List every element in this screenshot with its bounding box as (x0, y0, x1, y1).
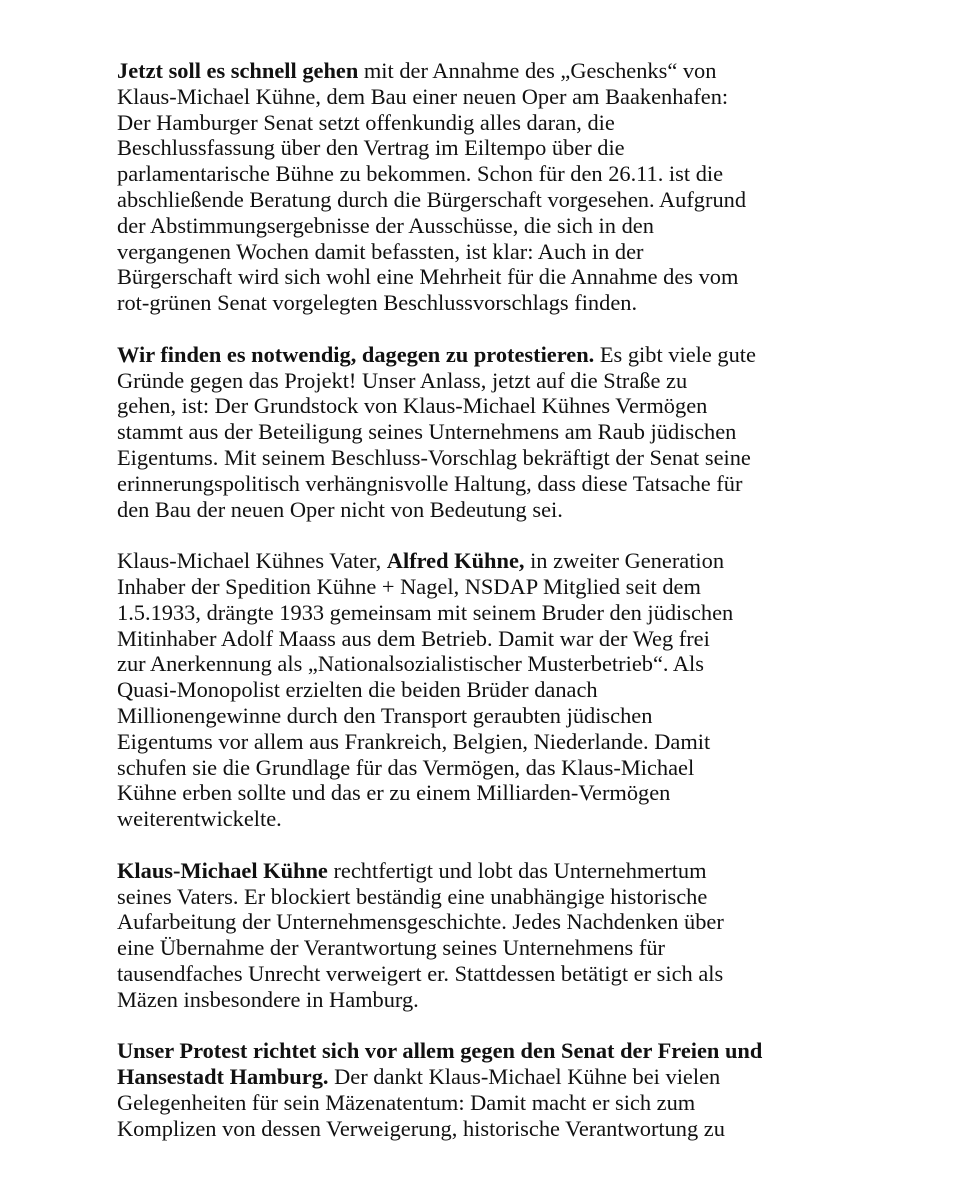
text-line (117, 574, 847, 600)
text-line (117, 161, 847, 187)
body-text: schufen sie die Grundlage für das Vermögen, das Klaus-Michael (117, 754, 695, 780)
body-text: eine Übernahme der Verantwortung seines Unternehmens für (117, 935, 665, 961)
text-line (117, 961, 847, 987)
body-text: stammt aus der Beteiligung seines Unternehmens am Raub jüdischen (117, 419, 737, 445)
body-text: Der Hamburger Senat setzt offenkundig alles daran, die (117, 109, 615, 135)
body-text: 1.5.1933, drängte 1933 gemeinsam mit seinem Bruder den jüdischen (117, 599, 734, 625)
text-line (117, 1116, 847, 1142)
text-line (117, 755, 847, 781)
text-line (117, 290, 847, 316)
text-line (117, 600, 847, 626)
text-line (117, 806, 847, 832)
text-line (117, 987, 847, 1013)
body-text: Es gibt viele gute (594, 341, 756, 367)
text-line (117, 935, 847, 961)
text-line (117, 780, 847, 806)
text-line (117, 651, 847, 677)
bold-text: Jetzt soll es schnell gehen (117, 58, 359, 83)
body-text: Klaus-Michael Kühne, dem Bau einer neuen Oper am Baakenhafen: (117, 83, 729, 109)
body-text: Kühne erben sollte und das er zu einem Milliarden-Vermögen (117, 780, 671, 806)
text-line (117, 626, 847, 652)
body-text: Bürgerschaft wird sich wohl eine Mehrheit für die Annahme des vom (117, 264, 739, 290)
body-text: Der dankt Klaus-Michael Kühne bei vielen (328, 1064, 721, 1090)
body-text: der Abstimmungsergebnisse der Ausschüsse, die sich in den (117, 212, 654, 238)
text-line (117, 239, 847, 265)
body-text: Komplizen von dessen Verweigerung, historische Verantwortung zu (117, 1115, 725, 1141)
body-text: Inhaber der Spedition Kühne + Nagel, NSDAP Mitglied seit dem (117, 573, 701, 599)
bold-text: Wir finden es notwendig, dagegen zu protestieren. (117, 341, 595, 367)
body-text: weiterentwickelte. (117, 806, 282, 832)
body-text: mit der Annahme des „Geschenks“ von (358, 58, 717, 83)
text-line (117, 419, 847, 445)
paragraph-2 (117, 342, 847, 523)
text-line (117, 187, 847, 213)
paragraph-3 (117, 548, 847, 832)
body-text: tausendfaches Unrecht verweigert er. Stattdessen betätigt er sich als (117, 960, 724, 986)
body-text: Beschlussfassung über den Vertrag im Eiltempo über die (117, 135, 625, 161)
text-line (117, 884, 847, 910)
text-line (117, 909, 847, 935)
text-line (117, 471, 847, 497)
text-line (117, 1064, 847, 1090)
body-text: Klaus-Michael Kühnes Vater, (117, 548, 387, 574)
body-text: Eigentums. Mit seinem Beschluss-Vorschlag bekräftigt der Senat seine (117, 444, 751, 470)
text-line (117, 342, 847, 368)
text-line (117, 84, 847, 110)
paragraph-1 (117, 58, 847, 316)
bold-text: Hansestadt Hamburg. (117, 1064, 329, 1090)
text-line (117, 677, 847, 703)
text-line (117, 110, 847, 136)
body-text: Millionengewinne durch den Transport geraubten jüdischen (117, 702, 653, 728)
body-text: abschließende Beratung durch die Bürgerschaft vorgesehen. Aufgrund (117, 186, 747, 212)
body-text: gehen, ist: Der Grundstock von Klaus-Michael Kühnes Vermögen (117, 393, 708, 419)
paragraph-5 (117, 1038, 847, 1141)
bold-text: Alfred Kühne, (386, 548, 525, 574)
body-text: in zweiter Generation (524, 548, 725, 574)
body-text: Gründe gegen das Projekt! Unser Anlass, jetzt auf die Straße zu (117, 367, 688, 393)
body-text: Aufarbeitung der Unternehmensgeschichte. Jedes Nachdenken über (117, 909, 724, 935)
body-text: Mäzen insbesondere in Hamburg. (117, 986, 419, 1012)
text-line (117, 548, 847, 574)
body-text: parlamentarische Bühne zu bekommen. Schon für den 26.11. ist die (117, 161, 724, 187)
text-line (117, 445, 847, 471)
bold-text: Unser Protest richtet sich vor allem gegen den Senat der Freien und (117, 1038, 763, 1064)
body-text: Eigentums vor allem aus Frankreich, Belgien, Niederlande. Damit (117, 728, 711, 754)
body-text: vergangenen Wochen damit befassten, ist klar: Auch in der (117, 238, 644, 264)
text-line (117, 58, 847, 84)
body-text: Gelegenheiten für sein Mäzenatentum: Damit macht er sich zum (117, 1089, 696, 1115)
bold-text: Klaus-Michael Kühne (117, 857, 328, 883)
text-line (117, 497, 847, 523)
text-line (117, 703, 847, 729)
document-body (117, 58, 847, 1141)
body-text: den Bau der neuen Oper nicht von Bedeutung sei. (117, 496, 563, 522)
text-line (117, 1090, 847, 1116)
body-text: Quasi-Monopolist erzielten die beiden Brüder danach (117, 677, 598, 703)
body-text: seines Vaters. Er blockiert beständig eine unabhängige historische (117, 883, 708, 909)
body-text: rechtfertigt und lobt das Unternehmertum (327, 857, 707, 883)
text-line (117, 213, 847, 239)
text-line (117, 858, 847, 884)
body-text: Mitinhaber Adolf Maass aus dem Betrieb. Damit war der Weg frei (117, 625, 710, 651)
body-text: rot-grünen Senat vorgelegten Beschlussvorschlags finden. (117, 290, 638, 316)
text-line (117, 393, 847, 419)
text-line (117, 729, 847, 755)
text-line (117, 264, 847, 290)
text-line (117, 135, 847, 161)
text-line (117, 1038, 847, 1064)
paragraph-4 (117, 858, 847, 1013)
body-text: erinnerungspolitisch verhängnisvolle Haltung, dass diese Tatsache für (117, 470, 743, 496)
body-text: zur Anerkennung als „Nationalsozialistischer Musterbetrieb“. Als (117, 651, 704, 677)
text-line (117, 368, 847, 394)
